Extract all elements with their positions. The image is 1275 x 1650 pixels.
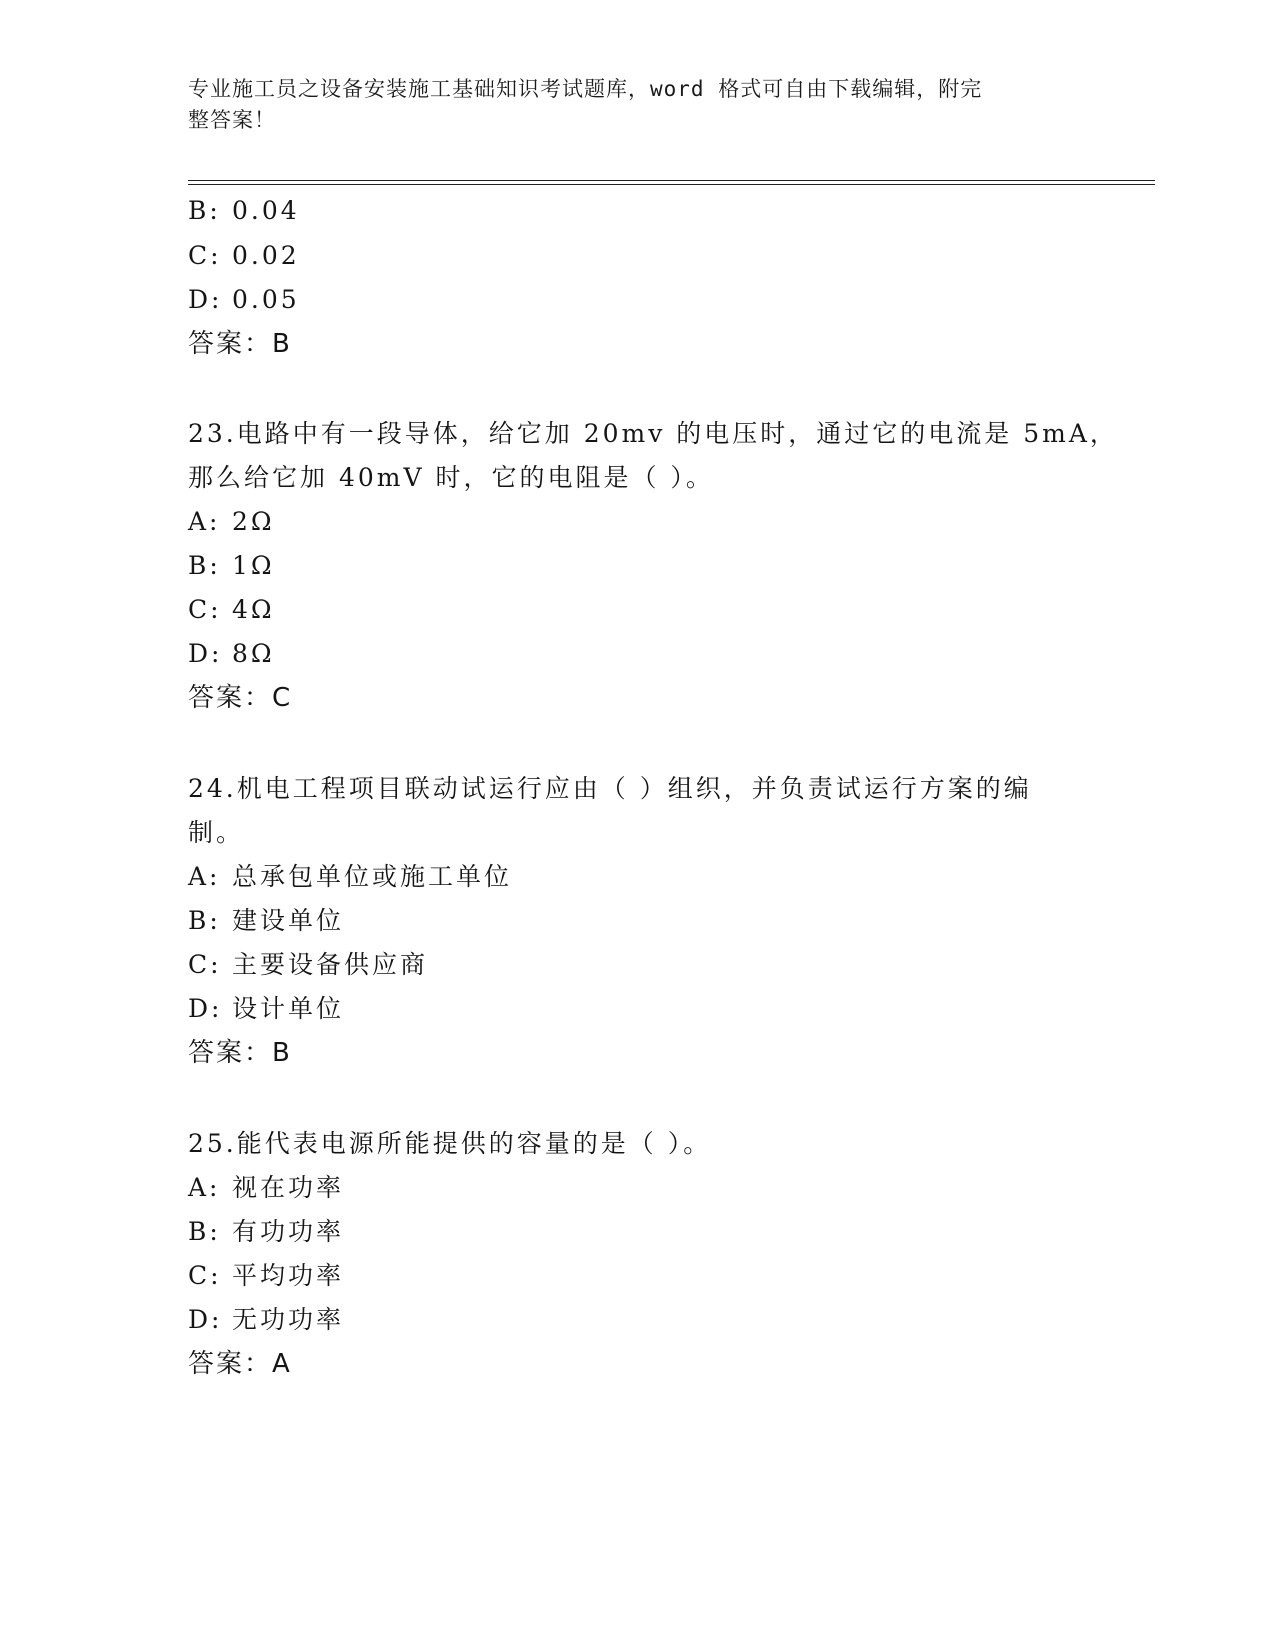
option-text: 1Ω — [232, 551, 275, 580]
question-stem-continued: 那么给它加 40mV 时，它的电阻是（ ）。 — [188, 463, 714, 492]
question-stem: 23.电路中有一段导体，给它加 20mv 的电压时，通过它的电流是 5mA， — [188, 419, 1118, 448]
option-key: B: — [188, 906, 221, 935]
header-line-1: 专业施工员之设备安装施工基础知识考试题库，word 格式可自由下载编辑，附完 — [188, 77, 983, 101]
answer-line: 答案：B — [188, 329, 292, 359]
option-text: 总承包单位或施工单位 — [232, 862, 513, 891]
option-key: C: — [188, 950, 222, 979]
option-text: 8Ω — [232, 639, 275, 668]
option-b — [188, 905, 344, 937]
page-header — [188, 74, 1068, 136]
option-key: A: — [188, 862, 221, 891]
option-text: 设计单位 — [232, 994, 345, 1023]
option-d — [188, 284, 300, 316]
option-text: 平均功率 — [232, 1261, 345, 1290]
option-text: 0.05 — [232, 285, 300, 314]
option-text: 0.04 — [232, 196, 300, 225]
option-text: 0.02 — [232, 241, 300, 270]
option-c — [188, 240, 300, 272]
option-key: B: — [188, 551, 221, 580]
option-a — [188, 506, 275, 538]
option-key: D: — [188, 1305, 223, 1334]
question-stem-continued: 制。 — [188, 818, 245, 847]
option-c — [188, 594, 275, 626]
option-a — [188, 861, 512, 893]
question-stem: 24.机电工程项目联动试运行应由（ ）组织，并负责试运行方案的编 — [188, 774, 1032, 803]
option-c — [188, 1260, 344, 1292]
header-line-2: 整答案！ — [188, 108, 276, 132]
option-key: A: — [188, 507, 221, 536]
option-b — [188, 195, 300, 227]
option-text: 2Ω — [232, 507, 275, 536]
answer-line: 答案：C — [188, 683, 293, 713]
option-text: 有功功率 — [232, 1217, 345, 1246]
option-key: D: — [188, 994, 223, 1023]
option-b — [188, 1216, 344, 1248]
option-text: 无功功率 — [232, 1305, 345, 1334]
option-d — [188, 638, 275, 670]
option-text: 视在功率 — [232, 1173, 345, 1202]
option-c — [188, 949, 428, 981]
option-key: D: — [188, 639, 223, 668]
option-key: D: — [188, 285, 223, 314]
option-b — [188, 550, 275, 582]
option-text: 4Ω — [232, 595, 275, 624]
option-d — [188, 993, 344, 1025]
answer-line: 答案：A — [188, 1349, 292, 1379]
option-key: B: — [188, 196, 221, 225]
option-text: 建设单位 — [232, 906, 345, 935]
option-key: C: — [188, 241, 222, 270]
header-rule-bottom — [188, 184, 1155, 185]
option-key: A: — [188, 1173, 221, 1202]
option-key: C: — [188, 1261, 222, 1290]
option-key: B: — [188, 1217, 221, 1246]
question-stem: 25.能代表电源所能提供的容量的是（ ）。 — [188, 1129, 712, 1158]
option-key: C: — [188, 595, 222, 624]
option-text: 主要设备供应商 — [232, 950, 429, 979]
option-d — [188, 1304, 344, 1336]
option-a — [188, 1172, 344, 1204]
header-rule-top — [188, 180, 1155, 181]
answer-line: 答案：B — [188, 1038, 292, 1068]
